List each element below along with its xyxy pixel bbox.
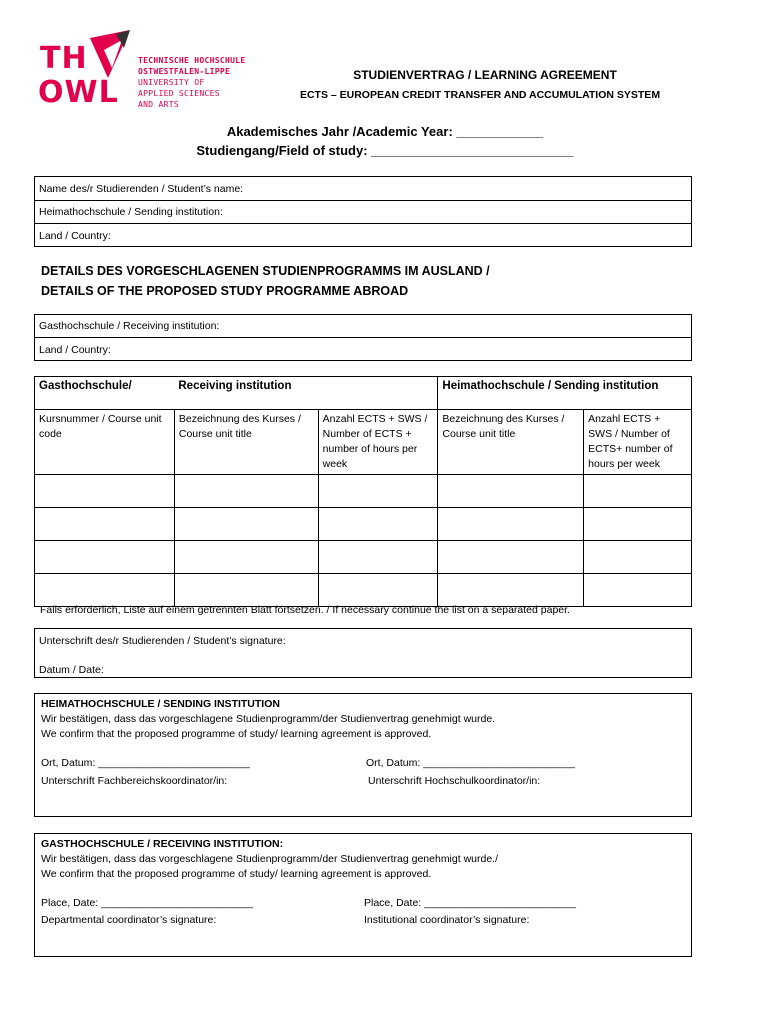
table-row[interactable]	[35, 541, 692, 574]
col-course-title: Bezeichnung des Kurses / Course unit title	[174, 410, 318, 475]
sending-header-cell	[438, 377, 692, 410]
receiving-signature-left[interactable]: Departmental coordinator’s signature:	[41, 914, 217, 926]
continuation-note: Falls erforderlich, Liste auf einem getrennten Blatt fortsetzen. / If necessary continue the list on a separated paper.	[40, 604, 570, 616]
sending-institution-label: Heimathochschule / Sending institution:	[39, 206, 223, 218]
sending-header-label: Heimathochschule / Sending institution	[442, 380, 659, 392]
table-row[interactable]	[35, 574, 692, 607]
logo-name-5: AND ARTS	[138, 100, 179, 109]
section-title-2: DETAILS OF THE PROPOSED STUDY PROGRAMME ABROAD	[41, 284, 409, 298]
receiving-header-cell-2	[174, 377, 438, 410]
col-sending-title: Bezeichnung des Kurses / Course unit title	[438, 410, 584, 475]
logo-triangle-icon	[86, 28, 136, 83]
receiving-institution-label: Gasthochschule / Receiving institution:	[39, 320, 220, 332]
receiving-header-label: Gasthochschule/	[39, 380, 132, 392]
academic-year-line: Akademisches Jahr /Academic Year: ____________	[226, 124, 544, 139]
receiving-place-date-left[interactable]: Place, Date: __________________________	[41, 897, 253, 909]
student-signature-label: Unterschrift des/r Studierenden / Student’s signature:	[39, 635, 286, 647]
sending-institution-field[interactable]	[35, 201, 691, 224]
section-title-1: DETAILS DES VORGESCHLAGENEN STUDIENPROGRAMMS IM AUSLAND /	[41, 264, 490, 278]
logo-name-3: UNIVERSITY OF	[138, 78, 205, 87]
logo-name-1: TECHNISCHE HOCHSCHULE	[138, 56, 246, 65]
col-ects: Anzahl ECTS + SWS / Number of ECTS + number of hours per week	[318, 410, 438, 475]
receiving-header-label-2: Receiving institution	[178, 380, 292, 392]
student-name-field[interactable]	[35, 177, 691, 201]
table-row[interactable]	[35, 508, 692, 541]
receiving-signature-right[interactable]: Institutional coordinator’s signature:	[364, 914, 530, 926]
logo-th: TH	[40, 41, 88, 76]
course-table-header-row	[35, 377, 692, 410]
logo-owl: OWL	[38, 75, 119, 110]
receiving-institution-field[interactable]	[35, 315, 691, 338]
student-name-label: Name des/r Studierenden / Student’s name:	[39, 182, 244, 195]
sending-institution-box	[34, 693, 692, 817]
field-of-study-line: Studiengang/Field of study: ____________________________	[196, 143, 574, 158]
receiving-info-box	[34, 314, 692, 361]
student-signature-box[interactable]	[34, 628, 692, 678]
receiving-box-confirm-en: We confirm that the proposed programme of study/ learning agreement is approved.	[41, 868, 432, 880]
sending-place-date-right[interactable]: Ort, Datum: __________________________	[366, 757, 576, 769]
col-sending-ects: Anzahl ECTS + SWS / Number of ECTS+ number of hours per week	[584, 410, 692, 475]
receiving-institution-box	[34, 833, 692, 957]
sending-box-title: HEIMATHOCHSCHULE / SENDING INSTITUTION	[41, 698, 280, 710]
receiving-country-field[interactable]	[35, 338, 691, 361]
logo-name-2: OSTWESTFALEN-LIPPE	[138, 67, 231, 76]
student-country-field[interactable]	[35, 224, 691, 247]
student-date-label: Datum / Date:	[39, 664, 104, 676]
col-course-code: Kursnummer / Course unit code	[35, 410, 175, 475]
table-row[interactable]	[35, 475, 692, 508]
document-subtitle: ECTS – EUROPEAN CREDIT TRANSFER AND ACCUMULATION SYSTEM	[299, 89, 661, 101]
course-table-column-row	[35, 410, 692, 475]
th-owl-logo	[38, 28, 253, 113]
receiving-country-label: Land / Country:	[39, 343, 111, 356]
sending-place-date-left[interactable]: Ort, Datum: __________________________	[41, 757, 251, 769]
receiving-header-cell	[35, 377, 175, 410]
sending-box-confirm-en: We confirm that the proposed programme of study/ learning agreement is approved.	[41, 728, 432, 740]
course-table	[34, 376, 692, 607]
sending-box-confirm-de: Wir bestätigen, dass das vorgeschlagene Studienprogramm/der Studienvertrag genehmigt wurde.	[41, 713, 496, 725]
sending-signature-right[interactable]: Unterschrift Hochschulkoordinator/in:	[368, 775, 541, 787]
sending-signature-left[interactable]: Unterschrift Fachbereichskoordinator/in:	[41, 775, 228, 787]
document-title: STUDIENVERTRAG / LEARNING AGREEMENT	[353, 68, 617, 82]
receiving-box-title: GASTHOCHSCHULE / RECEIVING INSTITUTION:	[41, 838, 284, 850]
logo-name-4: APPLIED SCIENCES	[138, 89, 220, 98]
receiving-place-date-right[interactable]: Place, Date: __________________________	[364, 897, 576, 909]
student-country-label: Land / Country:	[39, 229, 111, 242]
receiving-box-confirm-de: Wir bestätigen, dass das vorgeschlagene Studienprogramm/der Studienvertrag genehmigt wurde./	[41, 853, 499, 865]
student-info-box	[34, 176, 692, 247]
